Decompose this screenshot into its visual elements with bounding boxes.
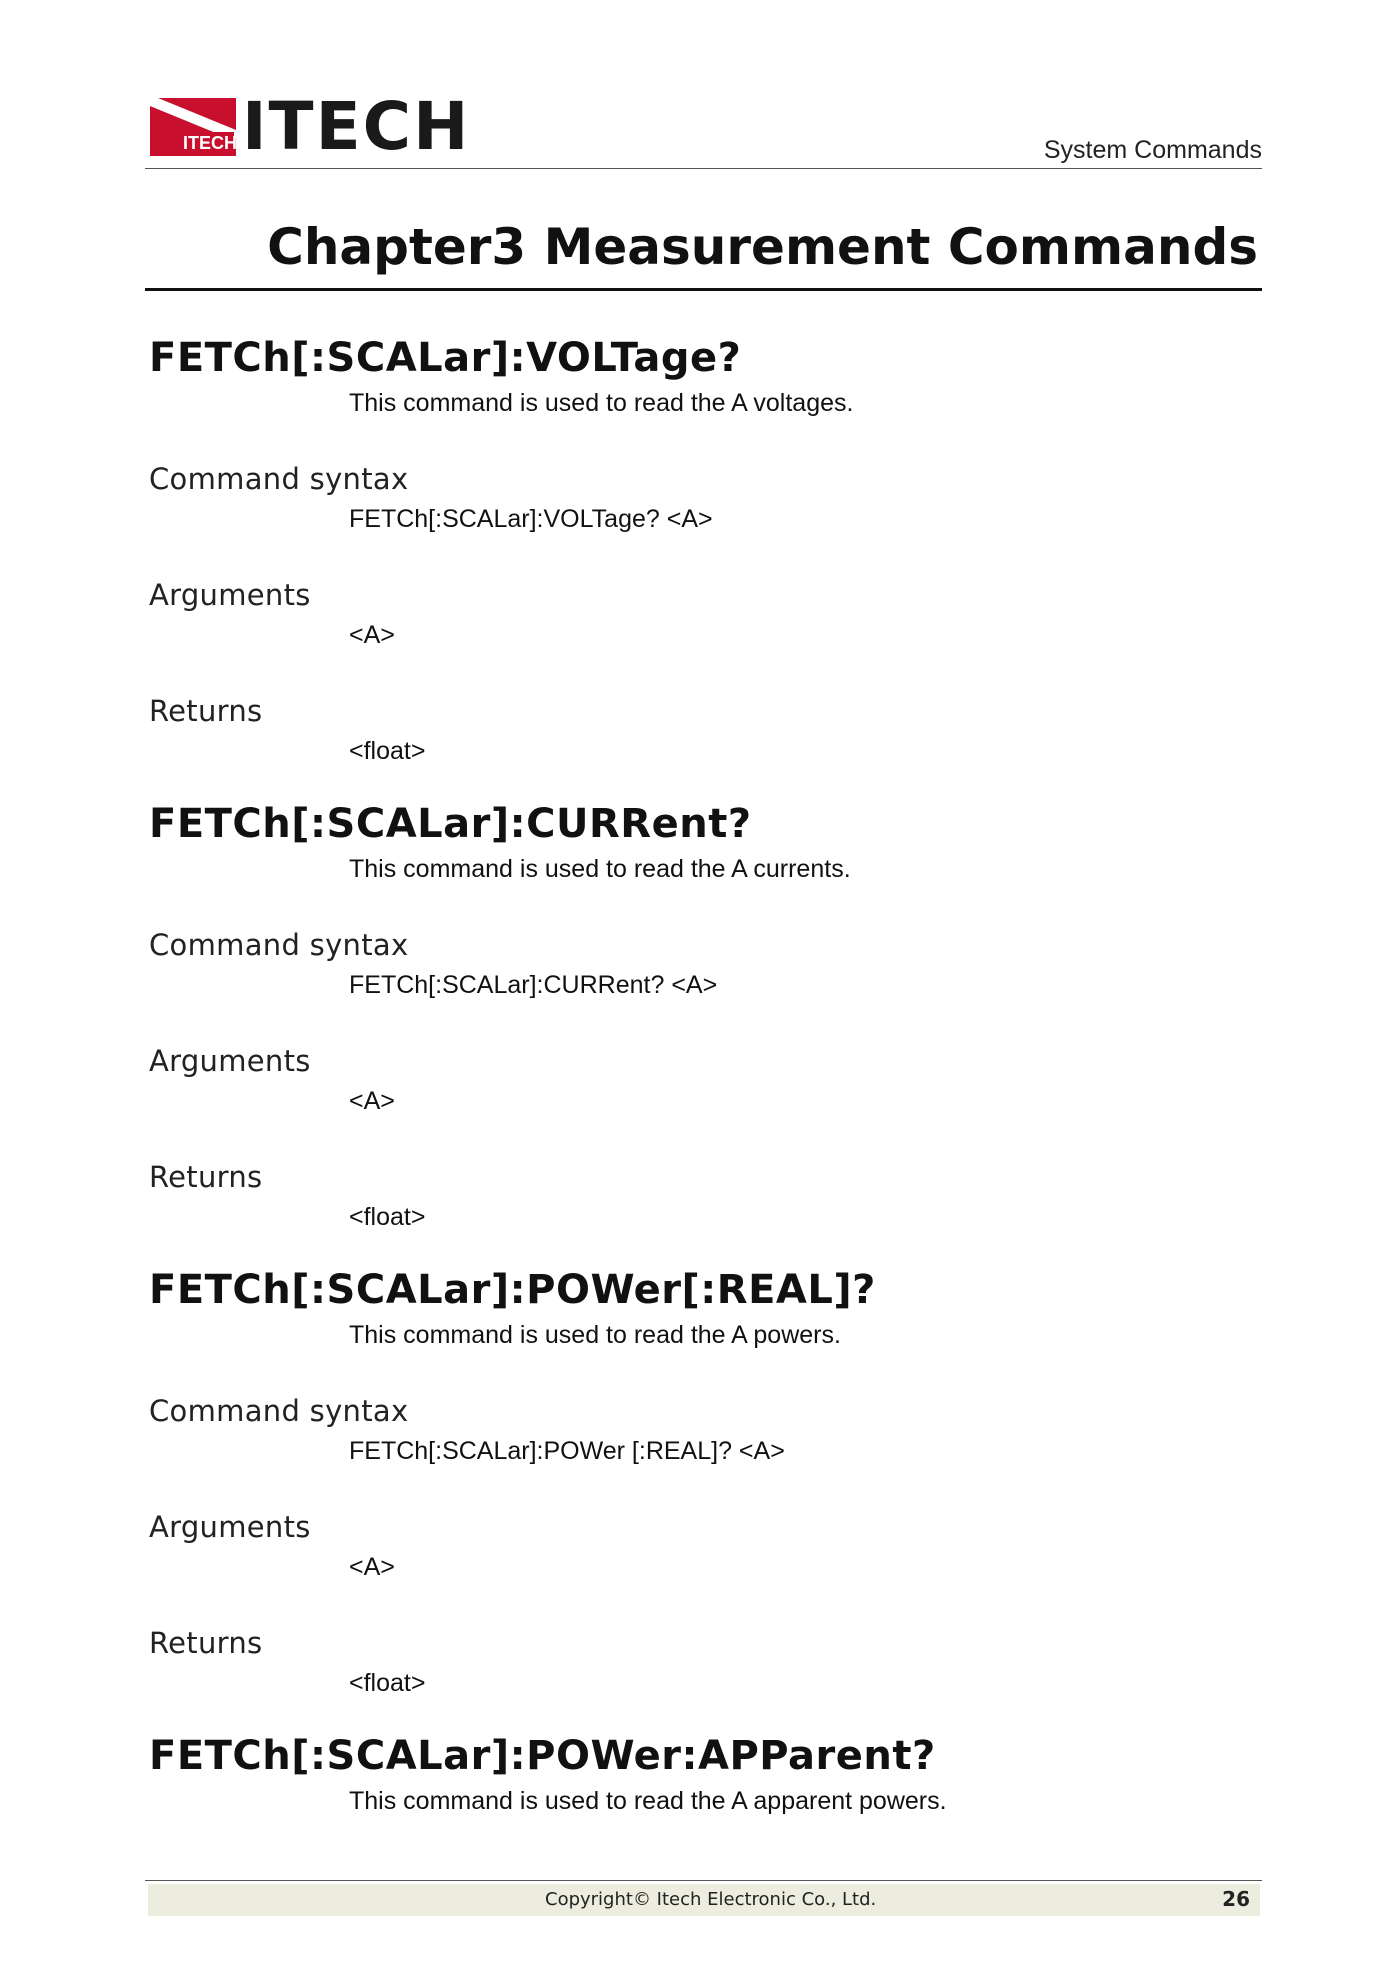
header-divider: [145, 168, 1262, 169]
returns-label: Returns: [149, 694, 263, 728]
logo-wordmark: ITECH: [242, 88, 471, 165]
command-description: This command is used to read the A apparent powers.: [349, 1787, 947, 1815]
syntax-value: FETCh[:SCALar]:CURRent? <A>: [349, 971, 718, 999]
page-content: [149, 330, 1259, 1846]
command-section: [149, 796, 1259, 1234]
returns-value: <float>: [349, 1203, 426, 1231]
chapter-divider: [145, 288, 1262, 291]
command-description: This command is used to read the A currents.: [349, 855, 851, 883]
command-heading: FETCh[:SCALar]:POWer[:REAL]?: [149, 1267, 876, 1313]
arguments-label: Arguments: [149, 578, 311, 612]
arguments-label: Arguments: [149, 1044, 311, 1078]
returns-label: Returns: [149, 1160, 263, 1194]
arguments-label: Arguments: [149, 1510, 311, 1544]
command-heading: FETCh[:SCALar]:POWer:APParent?: [149, 1733, 936, 1779]
syntax-value: FETCh[:SCALar]:POWer [:REAL]? <A>: [349, 1437, 785, 1465]
returns-value: <float>: [349, 1669, 426, 1697]
command-heading: FETCh[:SCALar]:CURRent?: [149, 801, 752, 847]
command-description: This command is used to read the A voltages.: [349, 389, 854, 417]
copyright-text: Copyright© Itech Electronic Co., Ltd.: [545, 1889, 877, 1910]
syntax-label: Command syntax: [149, 462, 409, 496]
logo-mark-icon: [150, 98, 236, 156]
returns-value: <float>: [349, 737, 426, 765]
syntax-label: Command syntax: [149, 1394, 409, 1428]
syntax-value: FETCh[:SCALar]:VOLTage? <A>: [349, 505, 713, 533]
itech-logo: [150, 88, 471, 165]
command-heading: FETCh[:SCALar]:VOLTage?: [149, 335, 742, 381]
command-description: This command is used to read the A powers.: [349, 1321, 841, 1349]
chapter-title: Chapter3 Measurement Commands: [267, 218, 1258, 276]
arguments-value: <A>: [349, 1553, 395, 1581]
command-section: [149, 1728, 1259, 1818]
returns-label: Returns: [149, 1626, 263, 1660]
arguments-value: <A>: [349, 621, 395, 649]
svg-text:ITECH: ITECH: [183, 133, 236, 153]
page-number: 26: [1222, 1887, 1250, 1911]
command-section: [149, 1262, 1259, 1700]
arguments-value: <A>: [349, 1087, 395, 1115]
footer-divider: [145, 1880, 1262, 1881]
syntax-label: Command syntax: [149, 928, 409, 962]
running-header-title: System Commands: [1043, 136, 1262, 164]
command-section: [149, 330, 1259, 768]
